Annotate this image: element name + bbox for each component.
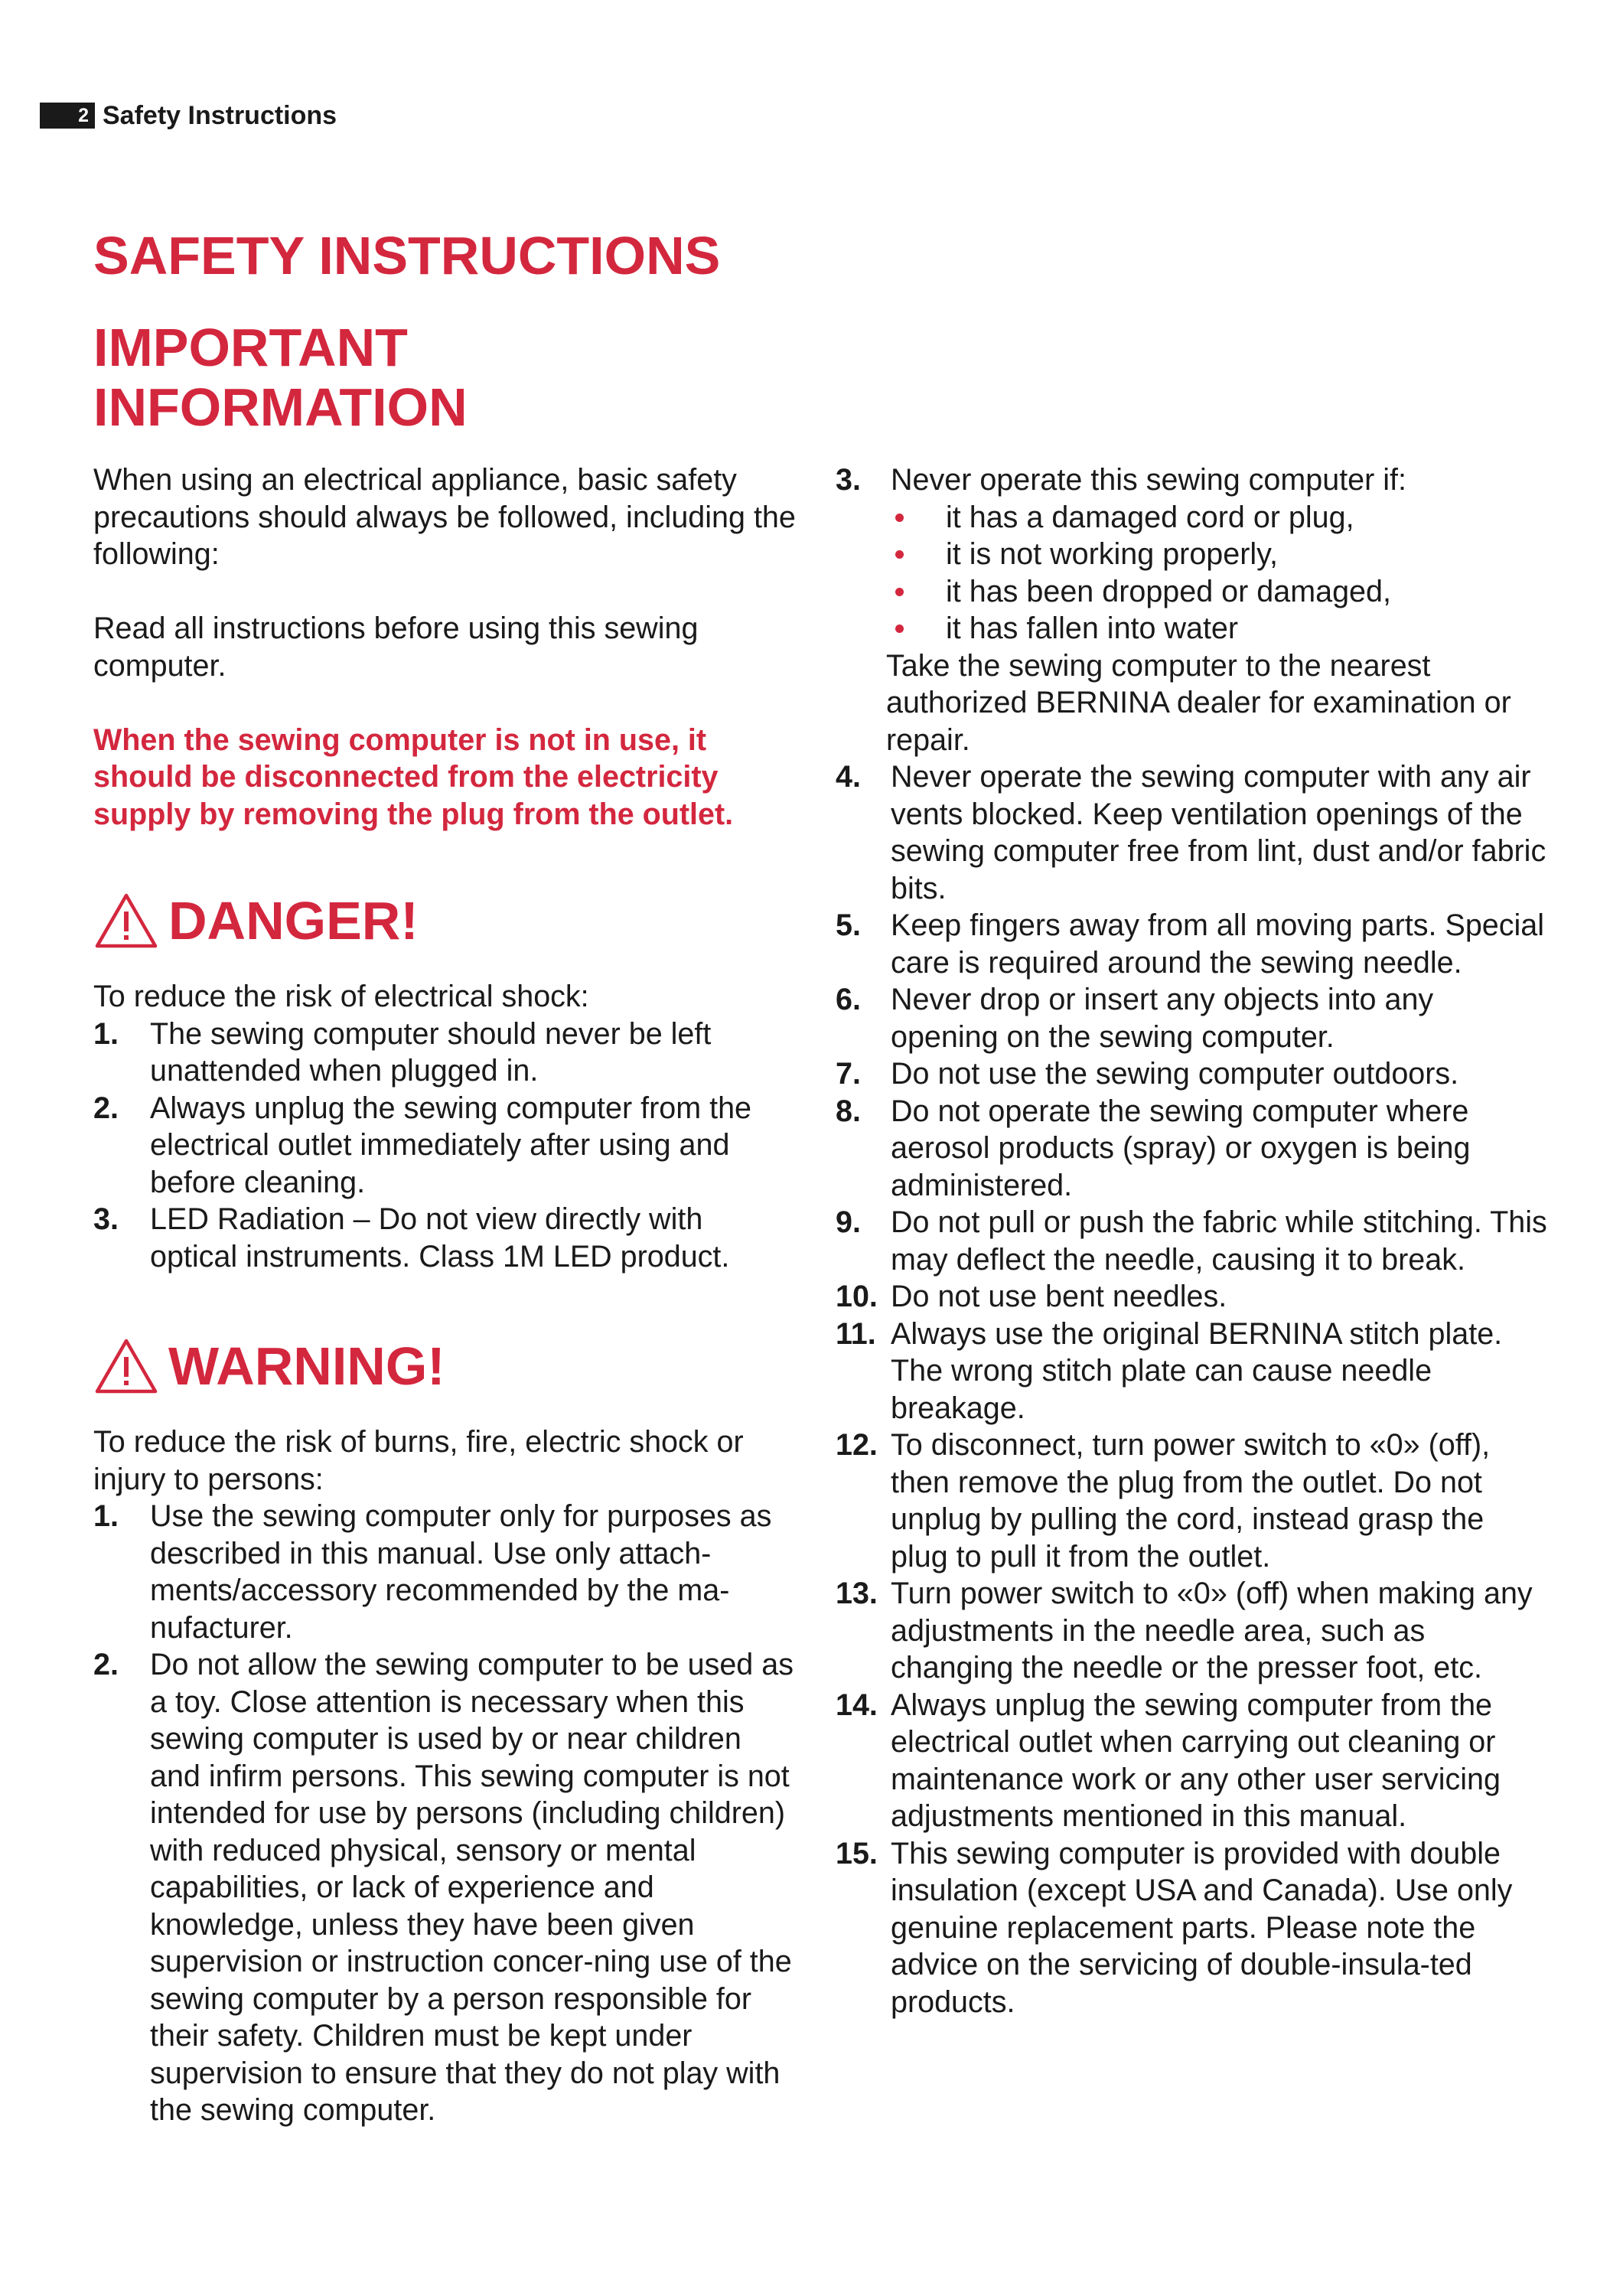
section-title: Safety Instructions bbox=[103, 100, 337, 130]
list-item bbox=[836, 907, 1547, 981]
item-number: 7. bbox=[836, 1057, 861, 1091]
danger-list bbox=[93, 1016, 797, 1276]
item-number: 10. bbox=[836, 1280, 878, 1313]
item-text: Never operate the sewing computer with any air vents blocked. Keep ventilation openings of the sewing computer free from lint, dust and/or fabric bits. bbox=[891, 760, 1546, 905]
bullet-item: it has fallen into water bbox=[891, 610, 1547, 647]
left-column bbox=[93, 461, 797, 2129]
read-instructions-paragraph: Read all instructions before using this sewing computer. bbox=[93, 612, 699, 683]
list-item bbox=[93, 1646, 797, 2129]
list-item bbox=[836, 1278, 1547, 1316]
item-text: Always use the original BERNINA stitch plate. The wrong stitch plate can cause needle breakage. bbox=[891, 1316, 1503, 1425]
item-number: 1. bbox=[93, 1016, 119, 1051]
list-item bbox=[836, 758, 1547, 907]
item-number: 12. bbox=[836, 1428, 878, 1462]
list-item bbox=[836, 1427, 1547, 1575]
item-text: Do not operate the sewing computer where aerosol products (spray) or oxygen is being administered. bbox=[891, 1094, 1471, 1202]
page-subtitle: IMPORTANT INFORMATION bbox=[93, 318, 468, 437]
item-number: 14. bbox=[836, 1688, 878, 1722]
list-item bbox=[836, 1093, 1547, 1205]
item-text: Never operate this sewing computer if: bbox=[891, 463, 1407, 497]
item-number: 11. bbox=[836, 1316, 876, 1351]
list-item bbox=[836, 981, 1547, 1055]
item-text: Use the sewing computer only for purposes as described in this manual. Use only attach-ments/accessory recommended by the ma-nufacturer. bbox=[150, 1499, 772, 1645]
warning-heading-text: WARNING! bbox=[168, 1336, 445, 1396]
item-text: Always unplug the sewing computer from the electrical outlet when carrying out cleaning or maintenance work or any other user servicing adjustments mentioned in this manual. bbox=[891, 1688, 1501, 1833]
item-text: Do not use bent needles. bbox=[891, 1280, 1227, 1313]
item-text: LED Radiation – Do not view directly with optical instruments. Class 1M LED product. bbox=[150, 1202, 730, 1274]
page-header bbox=[40, 100, 337, 130]
item-number: 5. bbox=[836, 908, 861, 942]
warning-triangle-icon bbox=[93, 892, 159, 950]
list-item bbox=[93, 1498, 797, 1646]
item-number: 8. bbox=[836, 1094, 861, 1128]
list-item bbox=[836, 1055, 1547, 1093]
item-number: 15. bbox=[836, 1836, 878, 1870]
danger-heading bbox=[93, 890, 797, 951]
warning-list bbox=[93, 1498, 797, 2129]
list-item bbox=[836, 1575, 1547, 1687]
item-text: The sewing computer should never be left unattended when plugged in. bbox=[150, 1016, 712, 1088]
item-number: 9. bbox=[836, 1205, 861, 1239]
item-text: Do not pull or push the fabric while stitching. This may deflect the needle, causing it to break. bbox=[891, 1205, 1547, 1277]
intro-paragraph: When using an electrical appliance, basic safety precautions should always be followed, including the following: bbox=[93, 463, 796, 571]
condition-bullets bbox=[891, 499, 1547, 647]
item-number: 2. bbox=[93, 1091, 119, 1125]
item-text: Turn power switch to «0» (off) when making any adjustments in the needle area, such as changing the needle or the presser foot, etc. bbox=[891, 1577, 1533, 1684]
item-number: 3. bbox=[836, 463, 861, 497]
right-column bbox=[836, 461, 1547, 2020]
danger-intro: To reduce the risk of electrical shock: bbox=[93, 980, 589, 1013]
item-text: Do not allow the sewing computer to be used as a toy. Close attention is necessary when this sewing computer is used by or near children and infirm persons. This sewing computer is not intended for use by persons (including children) with reduced physical, sensory or mental capabilities, or lack of experience and knowledge, unless they have been given supervision or instruction concer-ning use of the sewing computer by a person responsible for their safety. Children must be kept under supervision to ensure that they do not play with the sewing computer. bbox=[150, 1648, 794, 2127]
list-item bbox=[93, 1201, 797, 1275]
list-item bbox=[836, 1204, 1547, 1278]
warning-triangle-icon bbox=[93, 1337, 159, 1395]
list-item bbox=[93, 1090, 797, 1202]
dealer-note: Take the sewing computer to the nearest authorized BERNINA dealer for examination or repair. bbox=[886, 648, 1511, 757]
list-item bbox=[93, 1016, 797, 1090]
item-text: Keep fingers away from all moving parts. Special care is required around the sewing needle. bbox=[891, 908, 1545, 980]
danger-heading-text: DANGER! bbox=[168, 891, 419, 951]
list-item bbox=[836, 461, 1547, 758]
warning-intro: To reduce the risk of burns, fire, electric shock or injury to persons: bbox=[93, 1425, 744, 1496]
page-title: SAFETY INSTRUCTIONS bbox=[93, 226, 721, 285]
item-text: This sewing computer is provided with double insulation (except USA and Canada). Use only genuine replacement parts. Please note the advice on the servicing of double-insula-ted products. bbox=[891, 1836, 1513, 2019]
item-text: To disconnect, turn power switch to «0» (off), then remove the plug from the outlet. Do not unplug by pulling the cord, instead grasp the plug to pull it from the outlet. bbox=[891, 1428, 1491, 1574]
bullet-item: it has a damaged cord or plug, bbox=[891, 499, 1547, 536]
disconnect-notice: When the sewing computer is not in use, it should be disconnected from the electricity supply by removing the plug from the outlet. bbox=[93, 722, 734, 831]
bullet-item: it has been dropped or damaged, bbox=[891, 573, 1547, 611]
item-number: 13. bbox=[836, 1577, 878, 1610]
item-number: 3. bbox=[93, 1202, 119, 1236]
item-number: 6. bbox=[836, 983, 861, 1016]
page-number: 2 bbox=[40, 103, 95, 129]
bullet-item: it is not working properly, bbox=[891, 536, 1547, 573]
safety-list bbox=[836, 461, 1547, 2020]
item-number: 2. bbox=[93, 1648, 119, 1681]
list-item bbox=[836, 1835, 1547, 2021]
item-text: Never drop or insert any objects into any opening on the sewing computer. bbox=[891, 983, 1434, 1054]
list-item bbox=[836, 1316, 1547, 1427]
item-number: 4. bbox=[836, 760, 861, 794]
list-item bbox=[836, 1687, 1547, 1835]
item-text: Always unplug the sewing computer from the electrical outlet immediately after using and before cleaning. bbox=[150, 1091, 752, 1199]
item-text: Do not use the sewing computer outdoors. bbox=[891, 1057, 1459, 1091]
warning-heading bbox=[93, 1336, 797, 1397]
item-number: 1. bbox=[93, 1499, 119, 1533]
